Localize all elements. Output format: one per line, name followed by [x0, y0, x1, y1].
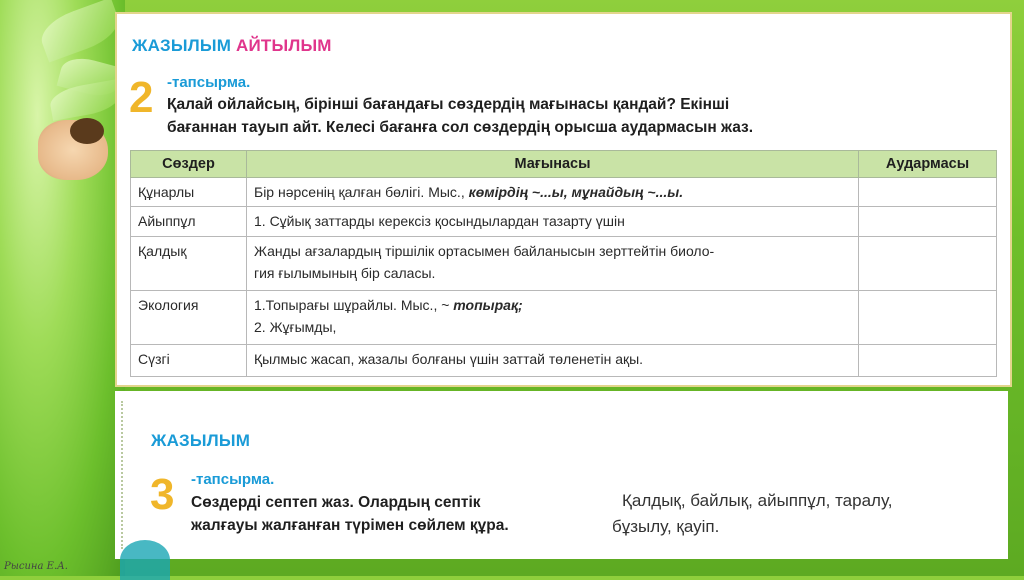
task-label: -тапсырма. [167, 74, 251, 91]
meaning-text: Бір нәрсенің қалған бөлігі. Мыс., [254, 184, 469, 200]
table-header-row [131, 151, 997, 178]
table-row [131, 178, 997, 207]
table-row [131, 291, 997, 345]
task-number: 2 [129, 73, 154, 122]
table-row [131, 207, 997, 237]
meaning-text-line2: гия ғылымының бір саласы. [254, 265, 436, 281]
translation-cell[interactable] [859, 291, 997, 345]
word-cell: Қалдық [131, 237, 247, 291]
meaning-cell [247, 178, 859, 207]
heading-writing: ЖАЗЫЛЫМ [132, 36, 232, 55]
vocabulary-table [130, 150, 997, 377]
meaning-text-line2: 2. Жұғымды, [254, 319, 337, 335]
meaning-cell [247, 291, 859, 345]
word-cell: Құнарлы [131, 178, 247, 207]
task-instructions [167, 93, 753, 139]
task-line: бағаннан тауып айт. Келесі бағанға сол сөздердің орысша аудармасын жаз. [167, 119, 754, 136]
author-signature: Рысина Е.А. [4, 561, 68, 572]
task-3-panel [115, 391, 1008, 559]
section-heading: ЖАЗЫЛЫМ [151, 431, 251, 450]
meaning-text: 1.Топырағы шұрайлы. Мыс., ~ [254, 297, 454, 313]
word-list [612, 488, 892, 540]
column-header-meaning: Мағынасы [247, 151, 859, 178]
meaning-cell [247, 345, 859, 377]
word-cell: Айыппұл [131, 207, 247, 237]
decorative-circle [120, 540, 170, 580]
translation-cell[interactable] [859, 178, 997, 207]
word-list-line: Қалдық, байлық, айыппұл, таралу, [622, 491, 893, 510]
meaning-cell [247, 207, 859, 237]
meaning-cell [247, 237, 859, 291]
task-line: Қалай ойлайсың, бірінші бағандағы сөздердің мағынасы қандай? Екінші [167, 96, 730, 113]
meaning-text: 1. Сұйық заттарды керексіз қосындылардан тазарту үшін [254, 213, 625, 229]
word-list-line: бұзылу, қауіп. [612, 517, 720, 536]
translation-cell[interactable] [859, 237, 997, 291]
heading-speaking: АЙТЫЛЫМ [236, 36, 332, 55]
meaning-example: көмірдің ~...ы, мұнайдың ~...ы. [468, 184, 684, 200]
soil-icon [70, 118, 104, 144]
task-instructions [191, 491, 509, 537]
meaning-text: Жанды ағзалардың тіршілік ортасымен байланысын зерттейтін биоло- [254, 243, 715, 259]
column-header-words: Сөздер [131, 151, 247, 178]
section-heading [132, 36, 332, 56]
translation-cell[interactable] [859, 207, 997, 237]
leaf-icon [36, 0, 125, 62]
task-2-panel [115, 12, 1012, 387]
meaning-example: топырақ; [453, 297, 523, 313]
leaf-decoration [0, 0, 125, 576]
task-line: жалғауы жалғанған түрімен сөйлем құра. [191, 517, 509, 534]
task-number: 3 [150, 470, 175, 519]
task-label: -тапсырма. [191, 471, 275, 488]
meaning-text: Қылмыс жасап, жазалы болғаны үшін заттай төленетін ақы. [254, 351, 644, 367]
table-row [131, 345, 997, 377]
translation-cell[interactable] [859, 345, 997, 377]
column-header-translation: Аудармасы [859, 151, 997, 178]
word-cell: Сүзгі [131, 345, 247, 377]
table-row [131, 237, 997, 291]
task-line: Сөздерді септеп жаз. Олардың септік [191, 494, 481, 511]
word-cell: Экология [131, 291, 247, 345]
